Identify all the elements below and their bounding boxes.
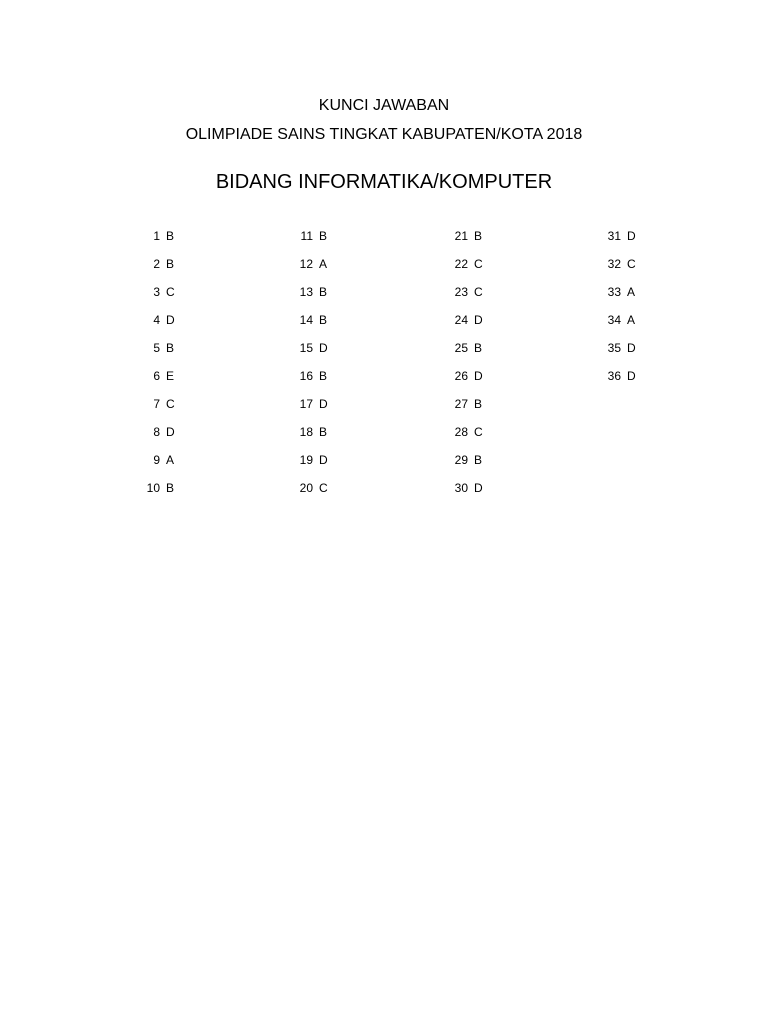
answer-letter: B <box>319 369 328 383</box>
answer-letter: C <box>474 425 483 439</box>
answer-row <box>440 394 520 422</box>
answer-row <box>285 338 365 366</box>
answer-row <box>440 478 520 506</box>
document-title: KUNCI JAWABAN <box>318 97 450 114</box>
answer-letter: D <box>319 341 328 355</box>
answer-row <box>593 310 673 338</box>
answer-row <box>132 226 212 254</box>
answer-letter: D <box>474 313 483 327</box>
answer-row <box>593 282 673 310</box>
answer-row <box>440 450 520 478</box>
answer-row <box>285 226 365 254</box>
question-number: 14 <box>299 313 313 327</box>
answer-letter: D <box>627 369 636 383</box>
answer-row <box>440 422 520 450</box>
answer-row <box>440 226 520 254</box>
answer-row <box>132 478 212 506</box>
question-number: 20 <box>299 481 313 495</box>
answer-letter: D <box>474 481 483 495</box>
question-number: 19 <box>299 453 313 467</box>
question-number: 1 <box>153 229 160 243</box>
question-number: 12 <box>299 257 313 271</box>
question-number: 33 <box>607 285 621 299</box>
answer-row <box>285 394 365 422</box>
answer-letter: D <box>627 341 636 355</box>
answer-column-1 <box>132 226 212 506</box>
answer-row <box>593 226 673 254</box>
question-number: 9 <box>153 453 160 467</box>
answer-letter: B <box>319 285 328 299</box>
question-number: 17 <box>299 397 313 411</box>
question-number: 23 <box>454 285 468 299</box>
question-number: 22 <box>454 257 468 271</box>
answer-letter: B <box>166 481 175 495</box>
answer-letter: B <box>166 229 175 243</box>
answer-letter: C <box>319 481 328 495</box>
question-number: 25 <box>454 341 468 355</box>
answer-row <box>440 338 520 366</box>
answer-key-grid <box>0 226 768 526</box>
answer-letter: B <box>474 453 483 467</box>
answer-letter: A <box>166 453 175 467</box>
answer-letter: B <box>166 341 175 355</box>
answer-letter: C <box>474 257 483 271</box>
answer-row <box>440 254 520 282</box>
answer-row <box>285 282 365 310</box>
answer-row <box>440 282 520 310</box>
answer-letter: B <box>474 341 483 355</box>
question-number: 28 <box>454 425 468 439</box>
answer-letter: A <box>627 285 636 299</box>
answer-row <box>132 282 212 310</box>
answer-letter: D <box>474 369 483 383</box>
question-number: 27 <box>454 397 468 411</box>
question-number: 36 <box>607 369 621 383</box>
answer-row <box>285 422 365 450</box>
answer-row <box>132 310 212 338</box>
question-number: 2 <box>153 257 160 271</box>
question-number: 6 <box>153 369 160 383</box>
question-number: 24 <box>454 313 468 327</box>
answer-row <box>440 310 520 338</box>
answer-row <box>285 310 365 338</box>
answer-row <box>132 394 212 422</box>
question-number: 10 <box>146 481 160 495</box>
answer-row <box>132 422 212 450</box>
question-number: 31 <box>607 229 621 243</box>
question-number: 7 <box>153 397 160 411</box>
answer-column-2 <box>285 226 365 506</box>
answer-letter: B <box>319 229 328 243</box>
answer-row <box>593 366 673 394</box>
question-number: 8 <box>153 425 160 439</box>
answer-letter: D <box>319 453 328 467</box>
question-number: 29 <box>454 453 468 467</box>
answer-row <box>593 338 673 366</box>
answer-letter: B <box>319 313 328 327</box>
answer-letter: C <box>627 257 636 271</box>
answer-letter: D <box>319 397 328 411</box>
answer-row <box>440 366 520 394</box>
question-number: 5 <box>153 341 160 355</box>
answer-column-4 <box>593 226 673 394</box>
question-number: 21 <box>454 229 468 243</box>
question-number: 4 <box>153 313 160 327</box>
answer-letter: B <box>474 229 483 243</box>
answer-row <box>285 366 365 394</box>
answer-letter: B <box>166 257 175 271</box>
document-subtitle: OLIMPIADE SAINS TINGKAT KABUPATEN/KOTA 2018 <box>185 126 583 143</box>
question-number: 15 <box>299 341 313 355</box>
answer-row <box>593 254 673 282</box>
answer-letter: D <box>627 229 636 243</box>
answer-row <box>132 366 212 394</box>
answer-letter: E <box>166 369 175 383</box>
answer-letter: C <box>166 285 175 299</box>
answer-row <box>285 478 365 506</box>
answer-letter: A <box>627 313 636 327</box>
answer-row <box>132 450 212 478</box>
question-number: 30 <box>454 481 468 495</box>
answer-row <box>132 338 212 366</box>
question-number: 32 <box>607 257 621 271</box>
answer-row <box>132 254 212 282</box>
question-number: 26 <box>454 369 468 383</box>
question-number: 11 <box>300 229 313 243</box>
answer-letter: A <box>319 257 328 271</box>
question-number: 13 <box>299 285 313 299</box>
answer-letter: C <box>166 397 175 411</box>
document-field-heading: BIDANG INFORMATIKA/KOMPUTER <box>215 171 553 193</box>
answer-letter: D <box>166 425 175 439</box>
answer-letter: C <box>474 285 483 299</box>
question-number: 18 <box>299 425 313 439</box>
question-number: 3 <box>153 285 160 299</box>
answer-column-3 <box>440 226 520 506</box>
question-number: 35 <box>607 341 621 355</box>
answer-row <box>285 254 365 282</box>
question-number: 16 <box>299 369 313 383</box>
answer-letter: B <box>474 397 483 411</box>
answer-letter: D <box>166 313 175 327</box>
answer-letter: B <box>319 425 328 439</box>
question-number: 34 <box>607 313 621 327</box>
answer-row <box>285 450 365 478</box>
